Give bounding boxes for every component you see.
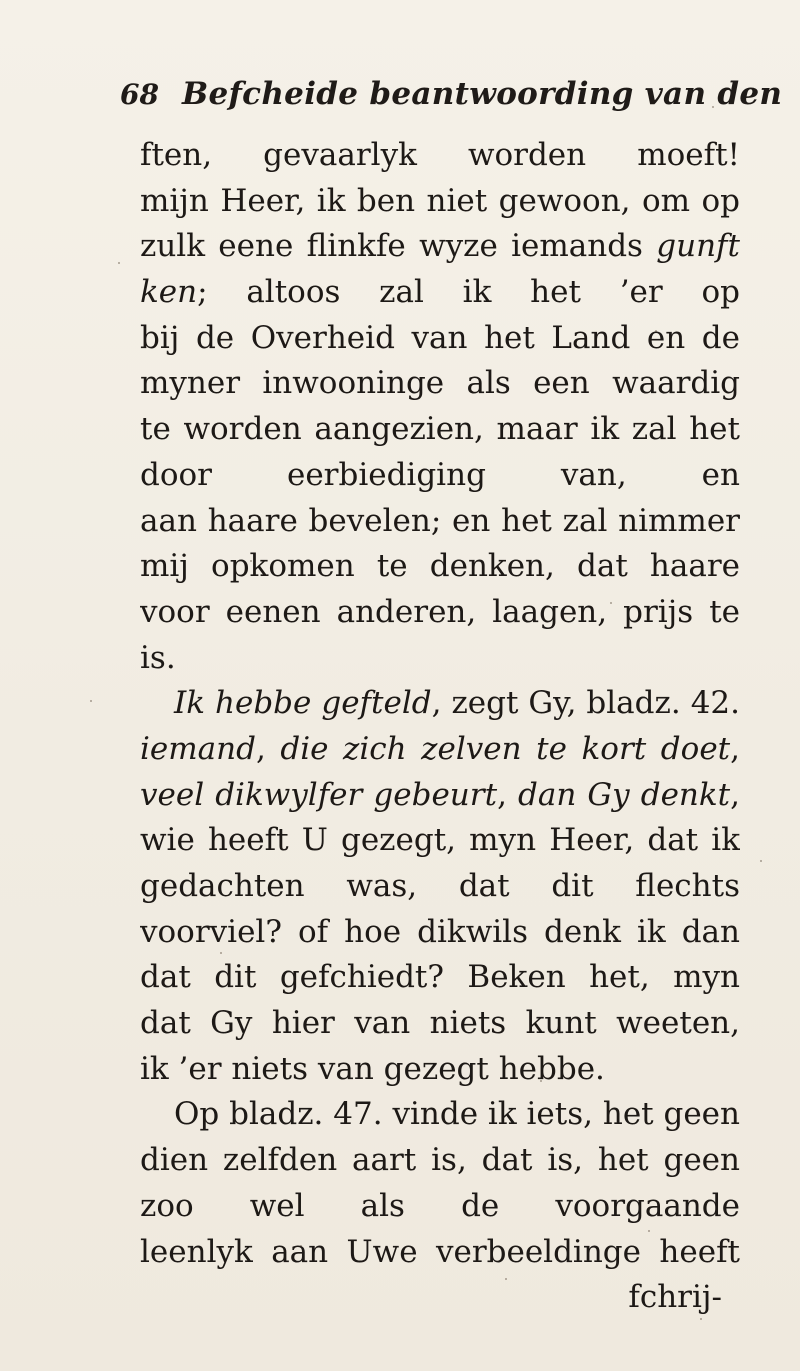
text-segment: myner inwooninge als een waardig [140, 365, 740, 402]
text-segment: leenlyk aan Uwe verbeeldinge heeft [140, 1233, 740, 1270]
text-segment: te worden aangezien, maar ik zal het [140, 411, 740, 448]
text-segment: zulk eene flinkfe wyze iemands [140, 228, 657, 265]
text-line [140, 1138, 740, 1184]
text-line [140, 910, 740, 956]
text-segment: ften, gevaarlyk worden moeft! [140, 137, 740, 173]
text-line [140, 224, 740, 270]
paper-speck [505, 1278, 507, 1280]
paper-speck [655, 330, 657, 332]
text-line [140, 1184, 740, 1230]
running-title: Befcheide beantwoording van den [182, 76, 783, 112]
text-line [140, 544, 740, 590]
text-segment: Op bladz. 47. vinde ik iets, het geen [174, 1096, 740, 1133]
text-line [140, 955, 740, 1001]
text-segment: dien zelfden aart is, dat is, het geen [140, 1142, 740, 1179]
paper-speck [118, 262, 120, 264]
paper-speck [712, 106, 714, 108]
italic-segment: Ik hebbe gefteld [174, 685, 432, 722]
page-header [120, 70, 783, 120]
paper-speck [760, 860, 762, 862]
text-line [140, 681, 740, 727]
paper-speck [432, 612, 434, 614]
italic-segment: gunft [656, 228, 740, 265]
paper-speck [300, 1245, 302, 1247]
text-line [140, 179, 740, 225]
text-segment: dat dit gefchiedt? Beken het, myn [140, 959, 740, 996]
text-segment: door eerbiediging van, en [140, 456, 740, 493]
text-segment: , zegt Gy, bladz. 42. [431, 685, 740, 722]
text-line [140, 361, 740, 407]
catchword: fchrij- [628, 1279, 722, 1316]
paper-speck [540, 1080, 542, 1082]
paper-speck [700, 1318, 702, 1320]
text-segment: mij opkomen te denken, dat haare [140, 548, 740, 585]
text-segment: ik ’er niets van gezegt hebbe. [140, 1050, 605, 1087]
italic-segment: veel dikwylfer gebeurt [140, 776, 498, 813]
italic-segment: dan Gy denkt [518, 776, 731, 813]
text-segment: , [255, 730, 281, 767]
text-line [140, 864, 740, 910]
text-line [140, 1230, 740, 1276]
text-line [140, 1001, 740, 1047]
text-segment: bij de Overheid van het Land en de [140, 319, 740, 356]
text-segment: mijn Heer, ik ben niet gewoon, om op [140, 182, 740, 219]
text-segment: , [730, 776, 740, 813]
text-line [140, 133, 740, 179]
italic-segment: ken [140, 274, 198, 311]
text-line [140, 773, 740, 819]
italic-segment: die zich zelven te kort doet [280, 730, 731, 767]
text-line [140, 407, 740, 453]
text-segment: voorviel? of hoe dikwils denk ik dan [140, 913, 740, 950]
text-line [140, 818, 740, 864]
text-segment: dat Gy hier van niets kunt weeten, [140, 1005, 740, 1042]
text-segment: ; altoos zal ik het ’er op [197, 274, 740, 311]
paper-speck [220, 952, 222, 954]
text-segment: wie heeft U gezegt, myn Heer, dat ik [140, 822, 740, 859]
text-segment: voor eenen anderen, laagen, prijs te [140, 593, 740, 630]
text-segment: aan haare bevelen; en het zal nimmer [140, 502, 740, 539]
paper-speck [610, 602, 612, 604]
text-segment: is. [140, 639, 176, 676]
text-line [140, 270, 740, 316]
paper-speck [250, 560, 252, 562]
paper-speck [648, 1230, 650, 1232]
text-line [140, 590, 740, 636]
text-line [140, 499, 740, 545]
text-line [140, 636, 740, 682]
text-line [140, 316, 740, 362]
text-segment: , [730, 730, 740, 767]
body-text [140, 133, 740, 1321]
text-line [140, 1092, 740, 1138]
text-segment: zoo wel als de voorgaande [140, 1187, 740, 1224]
paper-speck [90, 700, 92, 702]
text-segment: , [497, 776, 518, 813]
text-line [140, 453, 740, 499]
text-segment: gedachten was, dat dit flechts [140, 868, 740, 904]
text-line [140, 727, 740, 773]
italic-segment: iemand [140, 730, 256, 767]
page-number: 68 [120, 78, 159, 111]
text-line [140, 1047, 740, 1093]
